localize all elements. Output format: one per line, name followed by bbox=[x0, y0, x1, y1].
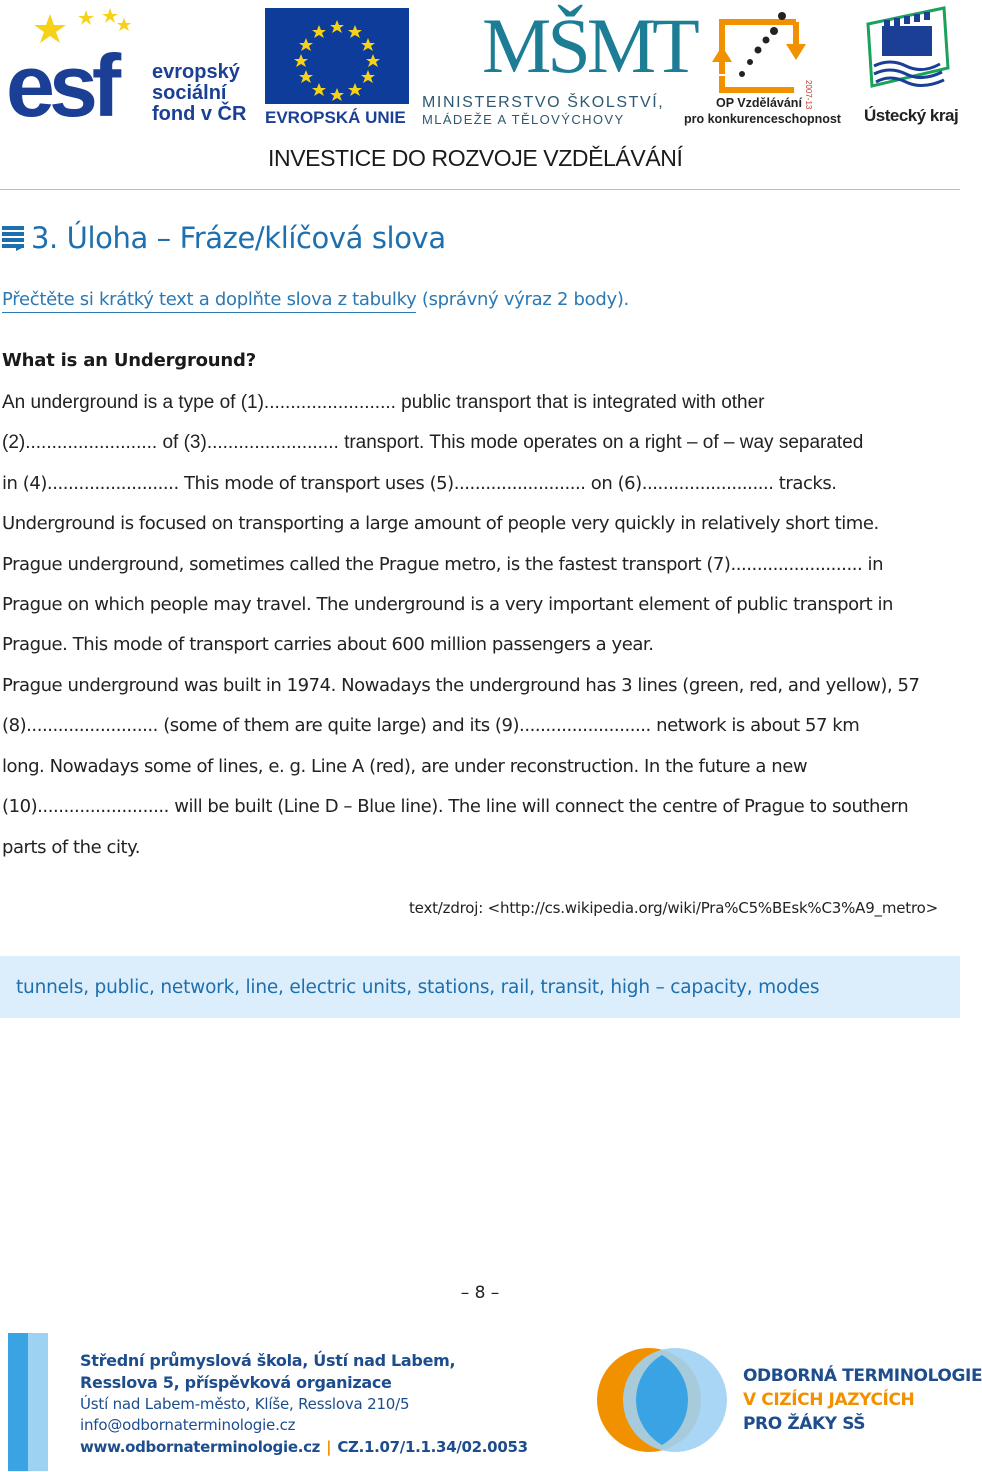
text-line-3: in (4)......................... This mode of transport uses (5)......................... on (6)......................... tracks. bbox=[2, 473, 837, 494]
op-line1: OP Vzdělávání bbox=[716, 96, 802, 110]
brand-circles-icon bbox=[597, 1348, 727, 1452]
tagline: INVESTICE DO ROZVOJE VZDĚLÁVÁNÍ bbox=[268, 145, 683, 171]
eu-flag-icon bbox=[265, 8, 409, 104]
msmt-logo bbox=[420, 2, 696, 130]
ustecky-kraj-logo bbox=[860, 4, 959, 129]
eu-stars-icon bbox=[265, 8, 409, 104]
footer-web-row bbox=[80, 1436, 540, 1458]
esf-text bbox=[152, 62, 246, 125]
text-line-8: Prague underground was built in 1974. Nowadays the underground has 3 lines (green, red, and yellow), 57 bbox=[2, 675, 920, 696]
brand-line3: PRO ŽÁKY SŠ bbox=[743, 1414, 866, 1434]
text-line-7: Prague. This mode of transport carries about 600 million passengers a year. bbox=[2, 634, 654, 655]
header-divider bbox=[0, 189, 960, 190]
text-line-1: An underground is a type of (1)......................... public transport that is integrated with other bbox=[2, 392, 765, 413]
footer-stripe-light bbox=[28, 1333, 48, 1471]
msmt-line1: MINISTERSTVO ŠKOLSTVÍ, bbox=[422, 94, 665, 111]
school-address: Ústí nad Labem-město, Klíše, Resslova 210/5 bbox=[80, 1395, 410, 1413]
brand-line2: V CIZÍCH JAZYCÍCH bbox=[743, 1390, 915, 1410]
school-email[interactable]: info@odbornaterminologie.cz bbox=[80, 1416, 296, 1434]
source-citation: text/zdroj: <http://cs.wikipedia.org/wiki/Pra%C5%BEsk%C3%A9_metro> bbox=[409, 899, 938, 917]
op-line2: pro konkurenceschopnost bbox=[684, 112, 841, 126]
question-heading: What is an Underground? bbox=[2, 350, 256, 371]
school-name-line2: Resslova 5, příspěvková organizace bbox=[80, 1373, 392, 1392]
text-line-4: Underground is focused on transporting a large amount of people very quickly in relatively short time. bbox=[2, 513, 879, 534]
brand-line1: ODBORNÁ TERMINOLOGIE bbox=[743, 1366, 982, 1386]
school-website[interactable]: www.odbornaterminologie.cz bbox=[80, 1438, 321, 1456]
text-line-5: Prague underground, sometimes called the Prague metro, is the fastest transport (7)......................... in bbox=[2, 554, 884, 575]
region-label: Ústecký kraj bbox=[864, 106, 959, 125]
msmt-mark: MŠMT bbox=[482, 2, 696, 89]
text-line-11: (10)......................... will be built (Line D – Blue line). The line will connect the centre of Prague to southern bbox=[2, 796, 909, 817]
task-title bbox=[2, 218, 446, 258]
esf-line2: sociální bbox=[152, 82, 227, 104]
text-line-10: long. Nowadays some of lines, e. g. Line A (red), are under reconstruction. In the future a new bbox=[2, 756, 808, 777]
eu-label: EVROPSKÁ UNIE bbox=[265, 108, 406, 127]
text-line-9: (8)......................... (some of them are quite large) and its (9)......................... network is about 57 km bbox=[2, 715, 860, 736]
word-bank bbox=[0, 956, 960, 1018]
eu-logo bbox=[265, 8, 411, 128]
footer-stripe-dark bbox=[8, 1333, 28, 1471]
esf-line1: evropský bbox=[152, 61, 240, 83]
op-logo bbox=[684, 4, 844, 129]
castle-crest-icon bbox=[860, 4, 952, 100]
footer-brand bbox=[743, 1364, 982, 1436]
footer-school-info bbox=[80, 1350, 540, 1458]
task-title-text: 3. Úloha – Fráze/klíčová slova bbox=[31, 221, 446, 255]
esf-letters: esf bbox=[6, 36, 116, 135]
text-line-12: parts of the city. bbox=[2, 837, 141, 858]
instruction-rest: (správný výraz 2 body). bbox=[416, 289, 629, 310]
esf-line3: fond v ČR bbox=[152, 103, 247, 125]
project-code: CZ.1.07/1.1.34/02.0053 bbox=[337, 1438, 528, 1456]
list-icon bbox=[2, 225, 24, 251]
page-number: – 8 – bbox=[460, 1283, 500, 1303]
school-name-line1: Střední průmyslová škola, Ústí nad Labem, bbox=[80, 1351, 456, 1370]
op-years: 2007-13 bbox=[804, 80, 813, 110]
footer-stripe bbox=[8, 1333, 48, 1471]
header-logos bbox=[0, 0, 960, 171]
word-bank-text: tunnels, public, network, line, electric units, stations, rail, transit, high – capacity, modes bbox=[16, 976, 820, 998]
task-instruction bbox=[2, 289, 629, 310]
msmt-line2: MLÁDEŽE A TĚLOVÝCHOVY bbox=[422, 112, 625, 127]
text-line-6: Prague on which people may travel. The underground is a very important element of public transport in bbox=[2, 594, 893, 615]
footer-separator: | bbox=[326, 1438, 332, 1456]
instruction-underlined: Přečtěte si krátký text a doplňte slova z tabulky bbox=[2, 289, 416, 313]
esf-logo bbox=[6, 8, 256, 135]
text-line-2: (2)......................... of (3)......................... transport. This mode operates on a right – of – way separated bbox=[2, 432, 864, 453]
